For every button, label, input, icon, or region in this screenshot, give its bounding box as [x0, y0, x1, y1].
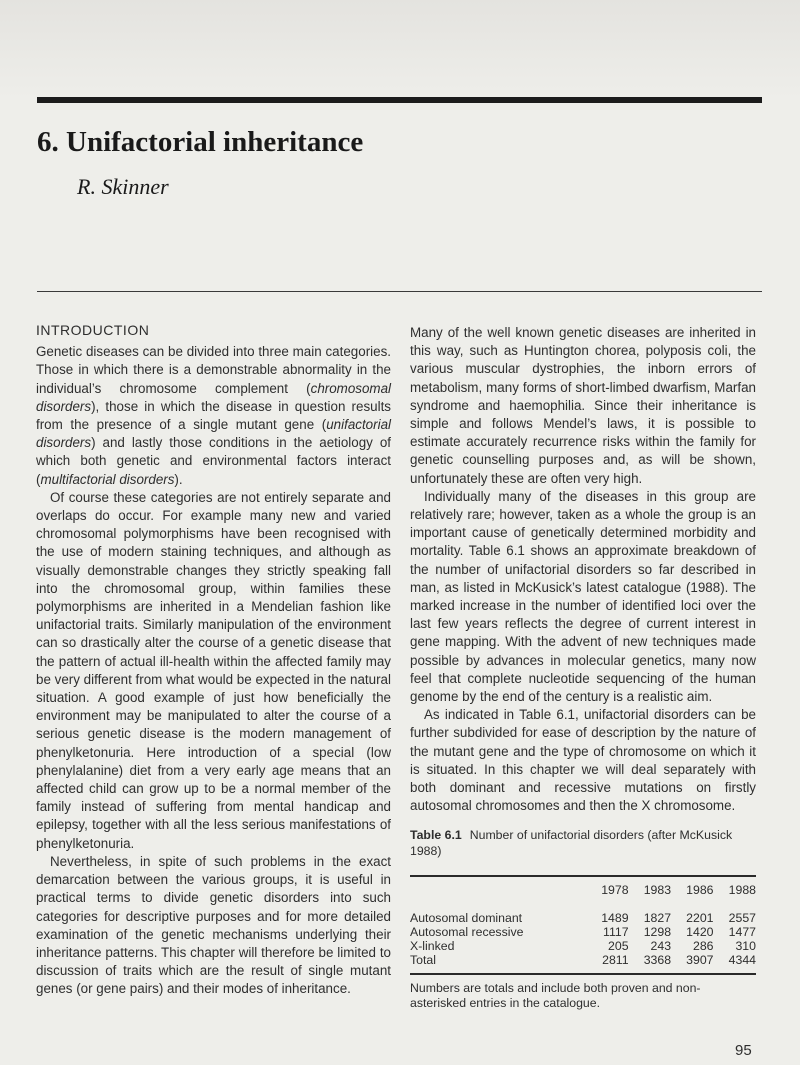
table-cell: 1477 — [728, 925, 756, 939]
table-caption — [410, 827, 756, 859]
italic-term: multifactorial disorders — [40, 471, 175, 487]
paragraph — [36, 853, 391, 999]
table-row — [410, 925, 756, 939]
text-run: Of course these categories are not entirely separate and overlaps do occur. For example many new and varied chromosomal polymorphisms have been recognised with the use of modern staining techniques, and although as visually demonstrable changes they strictly speaking fall into the chromosomal group, within families these polymorphisms are inherited in a Mendelian fashion like unifactorial traits. Similarly manipulation of the environment can so drastically alter the course of a genetic disease that the pattern of actual ill-health within the affected family may be very different from what would be expected in the natural situation. A good example of just how beneficially the environment may be manipulated to alter the course of a serious genetic disease is the modern management of phenylketonuria. Here introduction of a special (low phenylalanine) diet from a very early age means that an affected child can grow up to be a normal member of the family instead of suffering from mental handicap and epilepsy, together with all the less serious manifestations of phenylketonuria. — [36, 489, 391, 851]
text-run: Individually many of the diseases in this group are relatively rare; however, taken as a whole the group is an important cause of genetically determined morbidity and mortality. Table 6.1 shows an approximate breakdown of the number of unifactorial disorders so far described in man, as listed in McKusick’s latest catalogue (1988). The marked increase in the number of identified loci over the last few years reflects the degree of current interest in gene mapping. With the advent of new techniques made possible by advances in molecular genetics, many now feel that complete nucleotide sequencing of the human genome by the end of the century is a realistic aim. — [410, 488, 756, 705]
paragraph — [410, 324, 756, 488]
text-run: ). — [174, 471, 183, 487]
table-header-row — [410, 877, 756, 905]
table-cell: 1827 — [643, 911, 672, 925]
table-cell: 286 — [692, 939, 714, 953]
table-cell: 2557 — [728, 911, 756, 925]
table-cell: 3907 — [686, 953, 714, 967]
table-header-empty — [410, 877, 586, 905]
table-row — [410, 939, 756, 953]
table-cell: 243 — [650, 939, 672, 953]
row-label: Autosomal dominant — [410, 911, 523, 925]
table-row — [410, 905, 756, 925]
table-cell: 1420 — [686, 925, 714, 939]
chapter-title: 6. Unifactorial inheritance — [37, 126, 364, 158]
chapter-author: R. Skinner — [77, 174, 169, 199]
year-header: 1983 — [643, 883, 672, 897]
table-row — [410, 953, 756, 973]
year-header: 1988 — [728, 883, 756, 897]
table-6-1 — [410, 827, 756, 1011]
row-label: X-linked — [410, 939, 455, 953]
right-column — [410, 324, 756, 815]
right-column-body — [410, 324, 756, 815]
italic-term: unifactorial disorders — [36, 417, 391, 451]
paragraph — [36, 489, 391, 853]
paragraph — [410, 488, 756, 706]
title-divider — [37, 291, 762, 292]
data-table — [410, 877, 756, 973]
row-label: Total — [410, 953, 436, 967]
text-run: Many of the well known genetic diseases are inherited in this way, such as Huntington chorea, polyposis coli, the various muscular dystrophies, the inborn errors of metabolism, many forms of short-limbed dwarfism, Marfan syndrome and haemophilia. Since their inheritance is simple and follows Mendel’s laws, it is possible to estimate accurately recurrence risks within the family for genetic counselling purposes and, as will be shown, unfortunately these are often very high. — [410, 325, 756, 486]
chapter-header-bar — [37, 97, 762, 103]
table-cell: 3368 — [643, 953, 672, 967]
table-cell: 4344 — [728, 953, 756, 967]
table-cell: 1117 — [603, 925, 629, 939]
text-run: ), those in which the disease in question results from the presence of a single mutant gene ( — [36, 398, 391, 433]
left-column — [36, 321, 391, 999]
table-cell: 2811 — [602, 953, 629, 967]
text-run: As indicated in Table 6.1, unifactorial disorders can be further subdivided for ease of description by the nature of the mutant gene and the type of chromosome on which it is situated. In this chapter we will deal separately with both dominant and recessive mutations on firstly autosomal chromosomes and then the X chromosome. — [410, 707, 756, 814]
table-cell: 310 — [735, 939, 756, 953]
text-run: Nevertheless, in spite of such problems in the exact demarcation between the various groups, it is useful in practical terms to divide genetic disorders into such categories for descriptive purposes and for more detailed examination of the genetic mechanisms underlying their inheritance patterns. This chapter will therefore be limited to discussion of traits which are the result of single mutant genes (or gene pairs) and their modes of inheritance. — [36, 853, 391, 997]
paragraph — [36, 343, 391, 489]
page-number: 95 — [735, 1042, 752, 1059]
table-bottom-rule — [410, 973, 756, 975]
table-cell: 1489 — [601, 911, 629, 925]
year-header: 1978 — [601, 883, 629, 897]
table-cell: 205 — [608, 939, 629, 953]
left-column-body — [36, 343, 391, 998]
table-cell: 2201 — [686, 911, 714, 925]
row-label: Autosomal recessive — [410, 925, 524, 939]
table-caption-text: Number of unifactorial disorders (after McKusick 1988) — [410, 828, 733, 858]
section-heading: INTRODUCTION — [36, 322, 150, 338]
text-run: Genetic diseases can be divided into three main categories. Those in which there is a demonstrable abnormality in the individual’s chromosome complement ( — [36, 344, 391, 396]
table-body — [410, 905, 756, 973]
table-note: Numbers are totals and include both proven and non-asterisked entries in the catalogue. — [410, 981, 701, 1010]
facing-page-bleed — [0, 0, 800, 100]
table-cell: 1298 — [643, 925, 672, 939]
table-label: Table 6.1 — [410, 828, 462, 842]
italic-term: chromosomal disorders — [36, 380, 391, 414]
text-run: ) and lastly those conditions in the aetiology of which both genetic and environmental factors interact ( — [36, 435, 391, 487]
year-header: 1986 — [686, 883, 714, 897]
paragraph — [410, 706, 756, 815]
